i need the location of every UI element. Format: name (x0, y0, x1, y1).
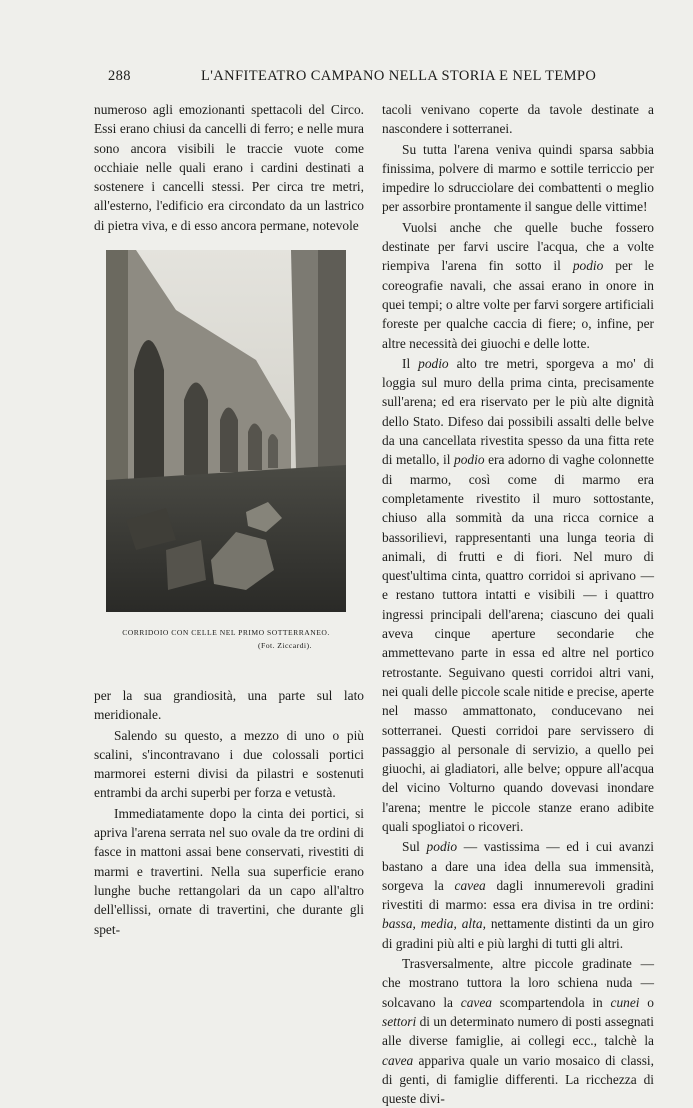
text-run: Trasversalmente, altre piccole gradinate — che mostrano tuttora la loro schiena nuda — solcavano la (382, 956, 654, 1010)
italic-term: podio (418, 355, 449, 371)
running-title: L'ANFITEATRO CAMPANO NELLA STORIA E NEL TEMPO (201, 68, 597, 84)
paragraph (382, 954, 654, 1108)
italic-term: podio (572, 258, 604, 274)
paragraph (382, 354, 654, 836)
italic-term: podio (454, 452, 485, 468)
text-run: di un determinato numero di posti assegnati alle diverse famiglie, ai collegi ecc., talchè la (382, 1013, 654, 1049)
text-run: alto tre metri, sporgeva a mo' di loggia sul muro della prima cinta, precisamente sull'arena; ed era riservato per le più alte dignità dello Stato. Difeso dai possibili assalti delle belve da una cancellata rivestita spesso da una fitta rete di metallo, il (382, 355, 654, 468)
left-column-top (94, 100, 364, 235)
paragraph: per la sua grandiosità, una parte sul lato meridionale. (94, 688, 364, 723)
photograph-corridor (106, 250, 346, 612)
page-header (94, 68, 654, 88)
left-column-bottom (94, 686, 364, 939)
corridor-photo-drawing (106, 250, 346, 612)
text-run: Vuolsi anche che quelle buche fossero destinate per farvi uscire l'acqua, che a volte riempiva l'arena fin sotto il (382, 219, 654, 274)
text-run: — vastissima — ed i cui avanzi bastano a dare una idea della sua immensità, sorgeva la (382, 839, 654, 893)
text-run: per le coreografie navali, che assai erano in onore in quei tempi; o altre volte per farvi sorgere artificiali foreste per qualche caccia di fiere; o, infine, per altre necessità dei giuochi e delle lotte. (382, 258, 654, 351)
figure-caption: CORRIDOIO CON CELLE NEL PRIMO SOTTERRANEO. (122, 628, 330, 637)
text-run: scompartendola in (492, 994, 611, 1010)
page-number: 288 (108, 68, 131, 84)
italic-term: cavea (382, 1052, 414, 1068)
paragraph (382, 218, 654, 353)
paragraph: numeroso agli emozionanti spettacoli del Circo. Essi erano chiusi da cancelli di ferro; e nelle mura sono ancora visibili le traccie vuote come occhiaie nelle quali erano i cardini destinati a sostenere i cancelli stessi. Per circa tre metri, all'esterno, l'edificio era circondato da un lastrico di pietra viva, e di esso ancora permane, notevole (94, 102, 364, 233)
italic-term: podio (426, 839, 458, 855)
right-column (382, 100, 654, 1108)
text-run: appariva quale un vario mosaico di classi, di genti, di famiglie differenti. La ricchezza di queste divi- (382, 1052, 654, 1107)
text-run: Il (402, 355, 419, 371)
italic-term: bassa, media, alta, (382, 916, 486, 932)
italic-term: settori (382, 1013, 417, 1029)
text-run: nettamente distinti da un giro di gradini più alti e più larghi di tutti gli altri. (382, 916, 654, 951)
photo-credit: (Fot. Ziccardi). (258, 641, 312, 650)
paragraph: Immediatamente dopo la cinta dei portici, si apriva l'arena serrata nel suo ovale da tre ordini di fasce in mattoni assai bene conservati, rivestiti di marmi e travertini. Nella sua superficie erano lunghe buche rettangolari da un capo all'altro dell'ellissi, ornate di travertini, che durante gli spet- (94, 805, 364, 937)
italic-term: cunei (610, 994, 640, 1010)
italic-term: cavea (454, 877, 486, 893)
text-run: Sul (402, 839, 427, 855)
paragraph: Su tutta l'arena veniva quindi sparsa sabbia finissima, polvere di marmo e sottile terriccio per impedire lo sdrucciolare dei combattenti o meglio per assorbire prontamente il sangue delle vittime! (382, 141, 654, 215)
italic-term: cavea (460, 994, 492, 1010)
text-run: era adorno di vaghe colonnette di marmo, così come di marmo era completamente rivestito il muro sottostante, chiuso alla sommità da una ricca cornice a bassorilievi, rappresentanti una lunga teoria di animali, di frutti e di fiori. Nel muro di quest'ultima cinta, quattro corridoi si aprivano — e restano tuttora intatti e visibili — i quattro ingressi principali dell'arena; ciascuno dei quali aveva cinque aperture secondarie che ammettevano parte in essa ed altre nel portico retrostante. Seguivano questi corridoi altri vani, nei quali delle piccole scale nitide e precise, aperte nel masso ammattonato, conducevano nei sotterranei. Questi corridoi pare servissero di passaggio al personale di servizio, a quello pei giuochi, ai gladiatori, alle belve; oppure all'acqua del vicino Volturno quando dovevasi inondare l'arena; mentre le piccole stanze erano adibite quali spogliatoi o ricoveri. (382, 452, 655, 834)
paragraph: Salendo su questo, a mezzo di uno o più scalini, s'incontravano i due colossali portici marmorei esterni divisi da pilastri e sostenuti entrambi da archi superbi per forza e vetustà. (94, 727, 364, 801)
paragraph: tacoli venivano coperte da tavole destinate a nascondere i sotterranei. (382, 102, 654, 137)
text-run: o (639, 994, 655, 1010)
text-run: dagli innumerevoli gradini rivestiti di marmo: essa era divisa in tre ordini: (382, 877, 654, 913)
paragraph (382, 837, 654, 953)
